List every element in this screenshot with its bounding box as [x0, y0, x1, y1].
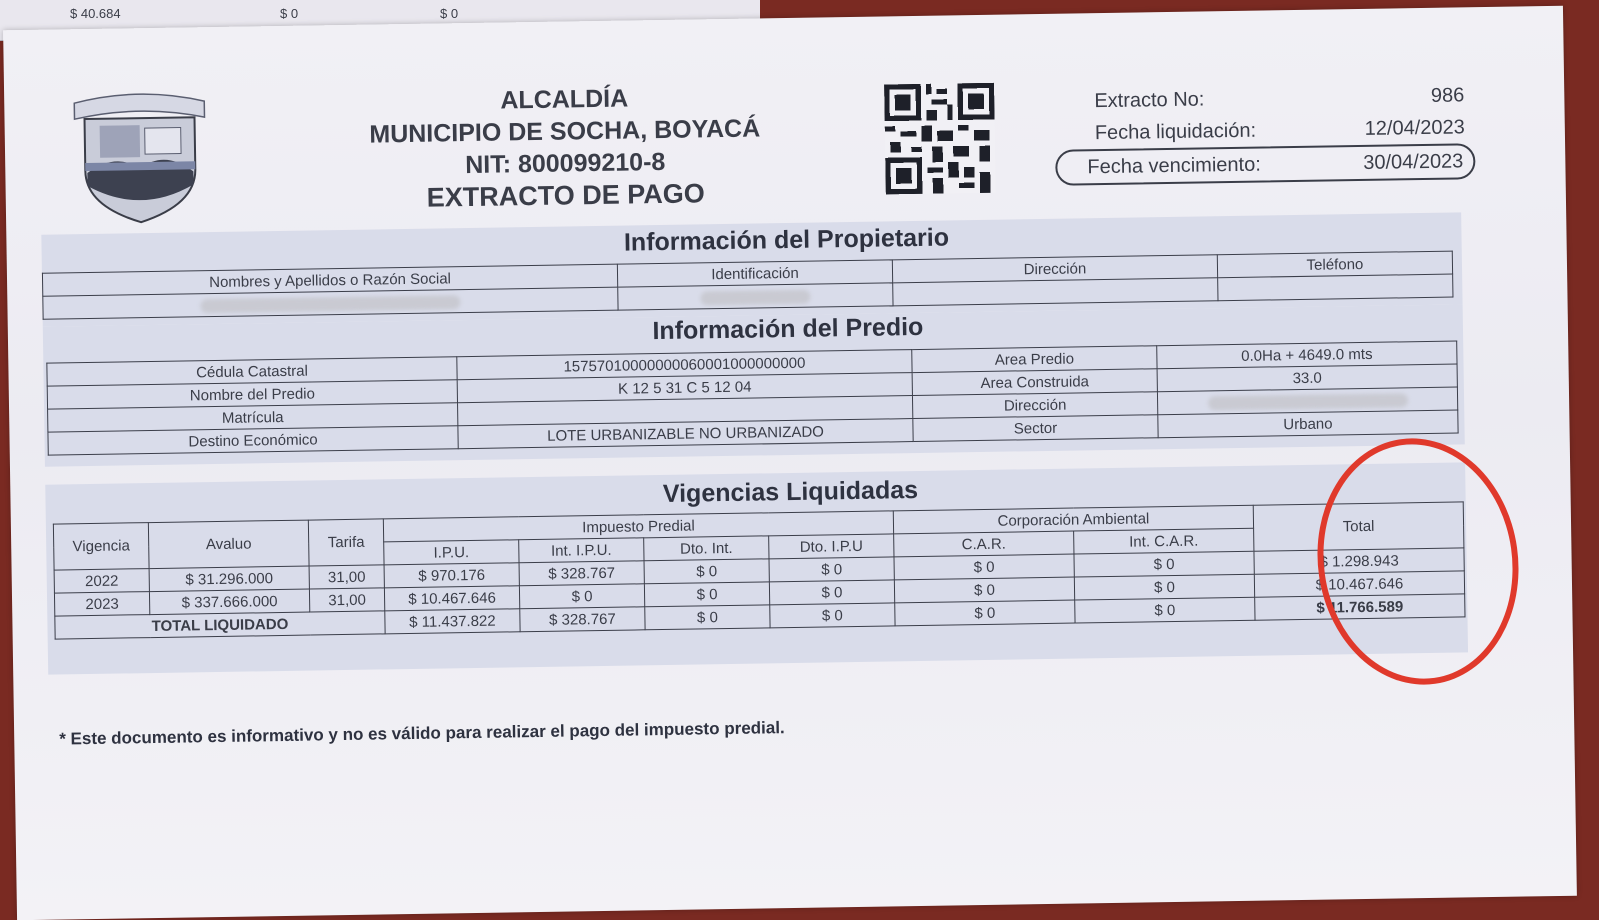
- owner-address-cell: [893, 278, 1218, 306]
- extracto-value: 986: [1430, 83, 1465, 107]
- group-header-cell: Impuesto Predial: [383, 511, 893, 542]
- int-ipu-cell: $ 0: [519, 584, 644, 609]
- total-car: $ 0: [895, 600, 1075, 626]
- predio-title: Información del Predio: [652, 312, 924, 346]
- car-cell: $ 0: [894, 577, 1074, 603]
- cedula-label: Cédula Catastral: [47, 357, 457, 386]
- total-liquidado-label: TOTAL LIQUIDADO: [55, 611, 385, 639]
- vigencias-table: [53, 501, 1466, 639]
- total-ipu: $ 11.437.822: [385, 609, 520, 634]
- tarifa-cell: 31,00: [309, 565, 384, 589]
- header-cell: Dto. I.P.U: [769, 534, 894, 559]
- header-cell: Tarifa: [308, 519, 384, 566]
- avaluo-cell: $ 31.296.000: [149, 566, 309, 592]
- background-value: $ 0: [280, 6, 299, 21]
- cedula-value: 15757010000000060001000000000: [457, 350, 912, 380]
- vigencia-cell: 2023: [54, 592, 149, 616]
- sector-value: Urbano: [1158, 410, 1458, 438]
- total-dto-ipu: $ 0: [770, 603, 895, 628]
- area-predio-label: Area Predio: [912, 346, 1157, 373]
- header-cell: I.P.U.: [384, 540, 519, 565]
- nombre-predio-label: Nombre del Predio: [47, 380, 457, 409]
- fecha-liquidacion-value: 12/04/2023: [1364, 115, 1465, 140]
- ipu-cell: $ 970.176: [384, 563, 519, 588]
- avaluo-cell: $ 337.666.000: [149, 589, 309, 615]
- extracto-label: Extracto No:: [1094, 87, 1205, 112]
- fecha-liquidacion-label: Fecha liquidación:: [1094, 119, 1257, 144]
- header: [3, 6, 1566, 240]
- header-cell: Teléfono: [1217, 251, 1452, 278]
- owner-id-redacted: [618, 283, 893, 310]
- total-int-ipu: $ 328.767: [520, 607, 645, 632]
- direccion-label: Dirección: [912, 392, 1157, 419]
- destino-value: LOTE URBANIZABLE NO URBANIZADO: [458, 419, 913, 449]
- ipu-cell: $ 10.467.646: [384, 586, 519, 611]
- total-int-car: $ 0: [1075, 597, 1255, 623]
- header-cell: C.A.R.: [894, 531, 1074, 557]
- sector-label: Sector: [913, 415, 1158, 442]
- matricula-label: Matrícula: [48, 403, 458, 432]
- header-cell: Identificación: [617, 260, 892, 287]
- area-construida-label: Area Construida: [912, 369, 1157, 396]
- background-value: $ 40.684: [70, 6, 121, 21]
- title-line: NIT: 800099210-8: [464, 147, 666, 180]
- grand-total: $ 11.766.589: [1255, 594, 1465, 620]
- total-cell: $ 10.467.646: [1254, 571, 1464, 597]
- destino-label: Destino Económico: [48, 426, 458, 455]
- payment-statement: [3, 6, 1577, 920]
- document-title: EXTRACTO DE PAGO: [426, 178, 706, 213]
- background-value: $ 0: [440, 6, 459, 21]
- header-cell: Nombres y Apellidos o Razón Social: [42, 264, 617, 296]
- title-line: ALCALDÍA: [500, 84, 629, 115]
- statement-meta: [1054, 79, 1476, 186]
- title-block: [304, 79, 826, 215]
- fecha-vencimiento-value: 30/04/2023: [1363, 149, 1464, 174]
- dto-int-cell: $ 0: [644, 582, 769, 607]
- int-ipu-cell: $ 328.767: [519, 561, 644, 586]
- area-construida-value: 33.0: [1157, 364, 1457, 392]
- total-cell: $ 1.298.943: [1254, 548, 1464, 574]
- area-predio-value: 0.0Ha + 4649.0 mts: [1157, 341, 1457, 369]
- vigencias-title: Vigencias Liquidadas: [662, 475, 919, 508]
- int-car-cell: $ 0: [1074, 551, 1254, 577]
- qr-code-icon: [884, 83, 996, 195]
- dto-ipu-cell: $ 0: [769, 557, 894, 582]
- group-header-cell: Corporación Ambiental: [893, 505, 1253, 534]
- vigencia-cell: 2022: [54, 569, 149, 593]
- header-cell: Total: [1253, 502, 1464, 551]
- dto-int-cell: $ 0: [644, 559, 769, 584]
- tarifa-cell: 31,00: [309, 588, 384, 612]
- header-cell: Vigencia: [53, 523, 149, 570]
- dto-ipu-cell: $ 0: [769, 580, 894, 605]
- car-cell: $ 0: [894, 554, 1074, 580]
- owner-phone-cell: [1218, 274, 1453, 301]
- header-cell: Dto. Int.: [644, 536, 769, 561]
- header-cell: Int. C.A.R.: [1074, 528, 1254, 554]
- propietario-title: Información del Propietario: [623, 223, 950, 257]
- disclaimer-note: * Este documento es informativo y no es válido para realizar el pago del impuesto predial.: [59, 718, 785, 749]
- fecha-vencimiento-row: [1055, 143, 1476, 186]
- title-line: MUNICIPIO DE SOCHA, BOYACÁ: [369, 114, 761, 149]
- municipal-crest-icon: [64, 89, 216, 226]
- header-cell: Dirección: [892, 255, 1217, 283]
- fecha-vencimiento-label: Fecha vencimiento:: [1087, 153, 1261, 178]
- header-cell: Int. I.P.U.: [519, 538, 644, 563]
- nombre-predio-value: K 12 5 31 C 5 12 04: [457, 373, 912, 403]
- int-car-cell: $ 0: [1074, 574, 1254, 600]
- header-cell: Avaluo: [148, 520, 309, 569]
- total-dto-int: $ 0: [645, 605, 770, 630]
